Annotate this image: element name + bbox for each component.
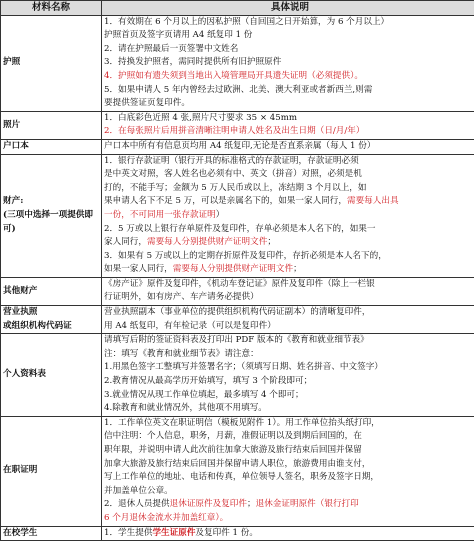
detail-text: 《房产证》原件及复印件，《机动车登记证》原件及复印件（除上一栏银 — [104, 278, 375, 289]
detail-text: 1．白底彩色近照 4 张,照片尺寸要求 35 × 45mm — [104, 112, 298, 123]
detail-text: 1．银行存款证明（银行开具的标准格式的存款证明，存款证明必须 — [104, 155, 359, 166]
detail-line — [104, 56, 474, 70]
header-material-name: 材料名称 — [1, 1, 102, 16]
detail-text: 并加盖单位公章。 — [104, 485, 173, 496]
detail-line — [104, 361, 474, 375]
detail-text: 1.用黑色签字工整填写并签署名字；（须填写日期、姓名拼音、中文签字） — [104, 362, 383, 373]
detail-text: 打的，不能手写；金额为 5 万人民币或以上，冻结期 3 个月以上，如 — [104, 182, 367, 193]
material-details — [102, 306, 474, 334]
detail-text: 营业执照副本（事业单位的提供组织机构代码证副本）的清晰复印件， — [104, 307, 371, 318]
material-category — [1, 111, 102, 139]
detail-text: 写上工作单位的地址、电话和传真，单位领导人签名，职务及签字日期， — [104, 472, 380, 483]
highlighted-text: 一份，不可同用一张存款证明 — [104, 209, 216, 220]
detail-line — [104, 485, 474, 499]
detail-text: 5．如果申请人 5 年内曾经去过欧洲、北美、澳大利亚或者新西兰,则需 — [104, 84, 373, 95]
category-label: 营业执照 — [3, 307, 38, 318]
detail-line — [104, 527, 474, 541]
detail-text: 职年限，并说明申请人此次前往加拿大旅游及旅行结束后回国并保留 — [104, 445, 362, 455]
highlighted-text: 6 个月退休金流水并加盖红章）。 — [104, 512, 229, 523]
table-row — [1, 526, 474, 541]
detail-text: 3.就业情况从现工作单位填起，最多填写 4 个即可； — [104, 389, 304, 400]
detail-text: 户口本中所有有信息页均用 A4 纸复印,无论是否直系亲属（每人 1 份） — [104, 140, 376, 151]
detail-line — [104, 195, 474, 209]
detail-text: 4.除教育和就业情况外，其他项不用填写。 — [104, 403, 267, 414]
detail-text: 果申请人名下不足 5 万，可以是亲属名下的，如果一家人同行， — [104, 196, 347, 207]
category-label: 护照 — [3, 57, 21, 68]
detail-line — [104, 209, 474, 223]
detail-text: 要提供签证页复印件。 — [104, 98, 190, 109]
detail-line — [104, 430, 474, 444]
highlighted-text: 需要每人分别提供财产证明文件 — [146, 237, 268, 248]
detail-text: 用 A4 纸复印，有年检记录（可以是复印件） — [104, 320, 276, 331]
detail-line — [104, 471, 474, 485]
category-label: 其他财产 — [3, 285, 38, 296]
detail-text: ） — [215, 209, 225, 220]
material-category — [1, 277, 102, 305]
table-header-row — [1, 1, 474, 16]
highlighted-text: 退休金证明原件（银行打印 — [255, 499, 359, 510]
detail-text: 是中英文对照，客人姓名也必须有中、英文（拼音）对照，必须是机 — [104, 169, 362, 180]
material-category — [1, 526, 102, 541]
detail-line — [104, 498, 474, 512]
category-label: 户口本 — [3, 140, 29, 151]
table-row — [1, 277, 474, 305]
detail-text: 家人同行， — [104, 237, 147, 248]
material-details — [102, 277, 474, 305]
detail-line — [104, 512, 474, 526]
detail-line — [104, 278, 474, 292]
detail-text: 2．请在护照最后一页签署中文姓名 — [104, 43, 239, 54]
highlighted-text: 4．护照如有遗失须到当地出入境管理局开具遗失证明（必须提供）。 — [104, 70, 363, 81]
category-label: 在职证明 — [3, 465, 38, 476]
detail-line — [104, 250, 474, 264]
detail-line — [104, 84, 474, 98]
material-details — [102, 111, 474, 139]
table-row — [1, 416, 474, 526]
material-details — [102, 154, 474, 277]
detail-text: 3．持换发护照者，需同时提供所有旧护照原件 — [104, 57, 282, 68]
detail-line — [104, 140, 474, 154]
table-row — [1, 15, 474, 111]
category-label: 照片 — [3, 119, 21, 130]
category-label: 个人资料表 — [3, 369, 46, 380]
detail-line — [104, 29, 474, 43]
detail-text: 如果一家人同行， — [104, 264, 173, 275]
category-label: 财产: — [3, 196, 24, 207]
detail-text: 1．有效期在 6 个月以上的因私护照（自回国之日开始算，为 6 个月以上） — [104, 16, 390, 27]
highlighted-text: 学生证原件 — [152, 527, 196, 538]
material-category — [1, 154, 102, 277]
detail-line — [104, 155, 474, 169]
highlighted-text: 需要每人出具 — [346, 196, 399, 207]
detail-line — [104, 125, 474, 139]
table-row — [1, 111, 474, 139]
material-category — [1, 15, 102, 111]
detail-line — [104, 168, 474, 182]
detail-line — [104, 291, 474, 305]
detail-line — [104, 417, 474, 431]
detail-text: 护照首页及签字页请用 A4 纸复印 1 份 — [104, 30, 253, 41]
detail-text: 及复印件 1 份。 — [195, 527, 258, 538]
detail-text: 行证明外，如有房产、车产请务必提供） — [104, 292, 259, 303]
detail-line — [104, 389, 474, 403]
highlighted-text: 需要每人分别提供财产证明文件 — [172, 264, 294, 275]
detail-line — [104, 263, 474, 277]
detail-line — [104, 348, 474, 362]
detail-line — [104, 334, 474, 348]
highlighted-text: 退休证原件及复印件 — [169, 499, 247, 510]
detail-text: 2．退休人员提供 — [104, 499, 170, 510]
material-details — [102, 416, 474, 526]
material-category — [1, 139, 102, 154]
detail-line — [104, 223, 474, 237]
detail-text: 信中注明：个人信息，职务，月薪，准假证明以及到期后回国的，在 — [104, 431, 362, 442]
material-details — [102, 526, 474, 541]
detail-line — [104, 182, 474, 196]
detail-text: 加拿大旅游及旅行结束后回国并保留申请人职位，旅游费用由谁支付， — [104, 458, 371, 469]
detail-text: ； — [246, 499, 256, 510]
category-sublabel: 或组织机构代码证 — [3, 320, 72, 331]
detail-line — [104, 236, 474, 250]
detail-text: 请填写后附的签证资料表及打印出 PDF 版本的《教育和就业细节表》 — [104, 335, 369, 346]
table-row — [1, 334, 474, 417]
detail-text: 1．工作单位英文在职证明信（模板见附件 1）。用工作单位抬头纸打印， — [104, 417, 380, 428]
material-details — [102, 139, 474, 154]
category-label: 在校学生 — [3, 527, 38, 538]
table-row — [1, 306, 474, 334]
detail-line — [104, 70, 474, 84]
detail-line — [104, 375, 474, 389]
material-details — [102, 334, 474, 417]
detail-line — [104, 402, 474, 416]
detail-text: 2.教育情况从最高学历开始填写，填写 3 个阶段即可； — [104, 376, 313, 387]
detail-text: ； — [267, 237, 276, 248]
material-category — [1, 334, 102, 417]
detail-line — [104, 444, 474, 458]
header-details: 具体说明 — [102, 1, 474, 16]
detail-line — [104, 112, 474, 126]
detail-text: 1．学生提供 — [104, 527, 153, 538]
detail-line — [104, 16, 474, 30]
material-category — [1, 306, 102, 334]
detail-line — [104, 320, 474, 334]
detail-line — [104, 306, 474, 320]
detail-text: 3．如果有 5 万或以上的定期存折原件及复印件，存折必须是本人名下的， — [104, 250, 387, 261]
detail-text: ； — [293, 264, 302, 275]
highlighted-text: 2．在每张照片后用拼音清晰注明申请人姓名及出生日期（日/月/年） — [104, 126, 365, 137]
material-category — [1, 416, 102, 526]
detail-text: 注：填写《教育和就业细节表》请注意： — [104, 348, 259, 359]
table-row — [1, 154, 474, 277]
material-details — [102, 15, 474, 111]
detail-text: 2．5 万或以上银行存单原件及复印件，存单必须是本人名下的，如果一 — [104, 223, 376, 234]
detail-line — [104, 458, 474, 472]
category-sublabel: (三项中选择一项提供即可) — [3, 209, 94, 234]
detail-line — [104, 43, 474, 57]
detail-line — [104, 97, 474, 111]
table-row — [1, 139, 474, 154]
